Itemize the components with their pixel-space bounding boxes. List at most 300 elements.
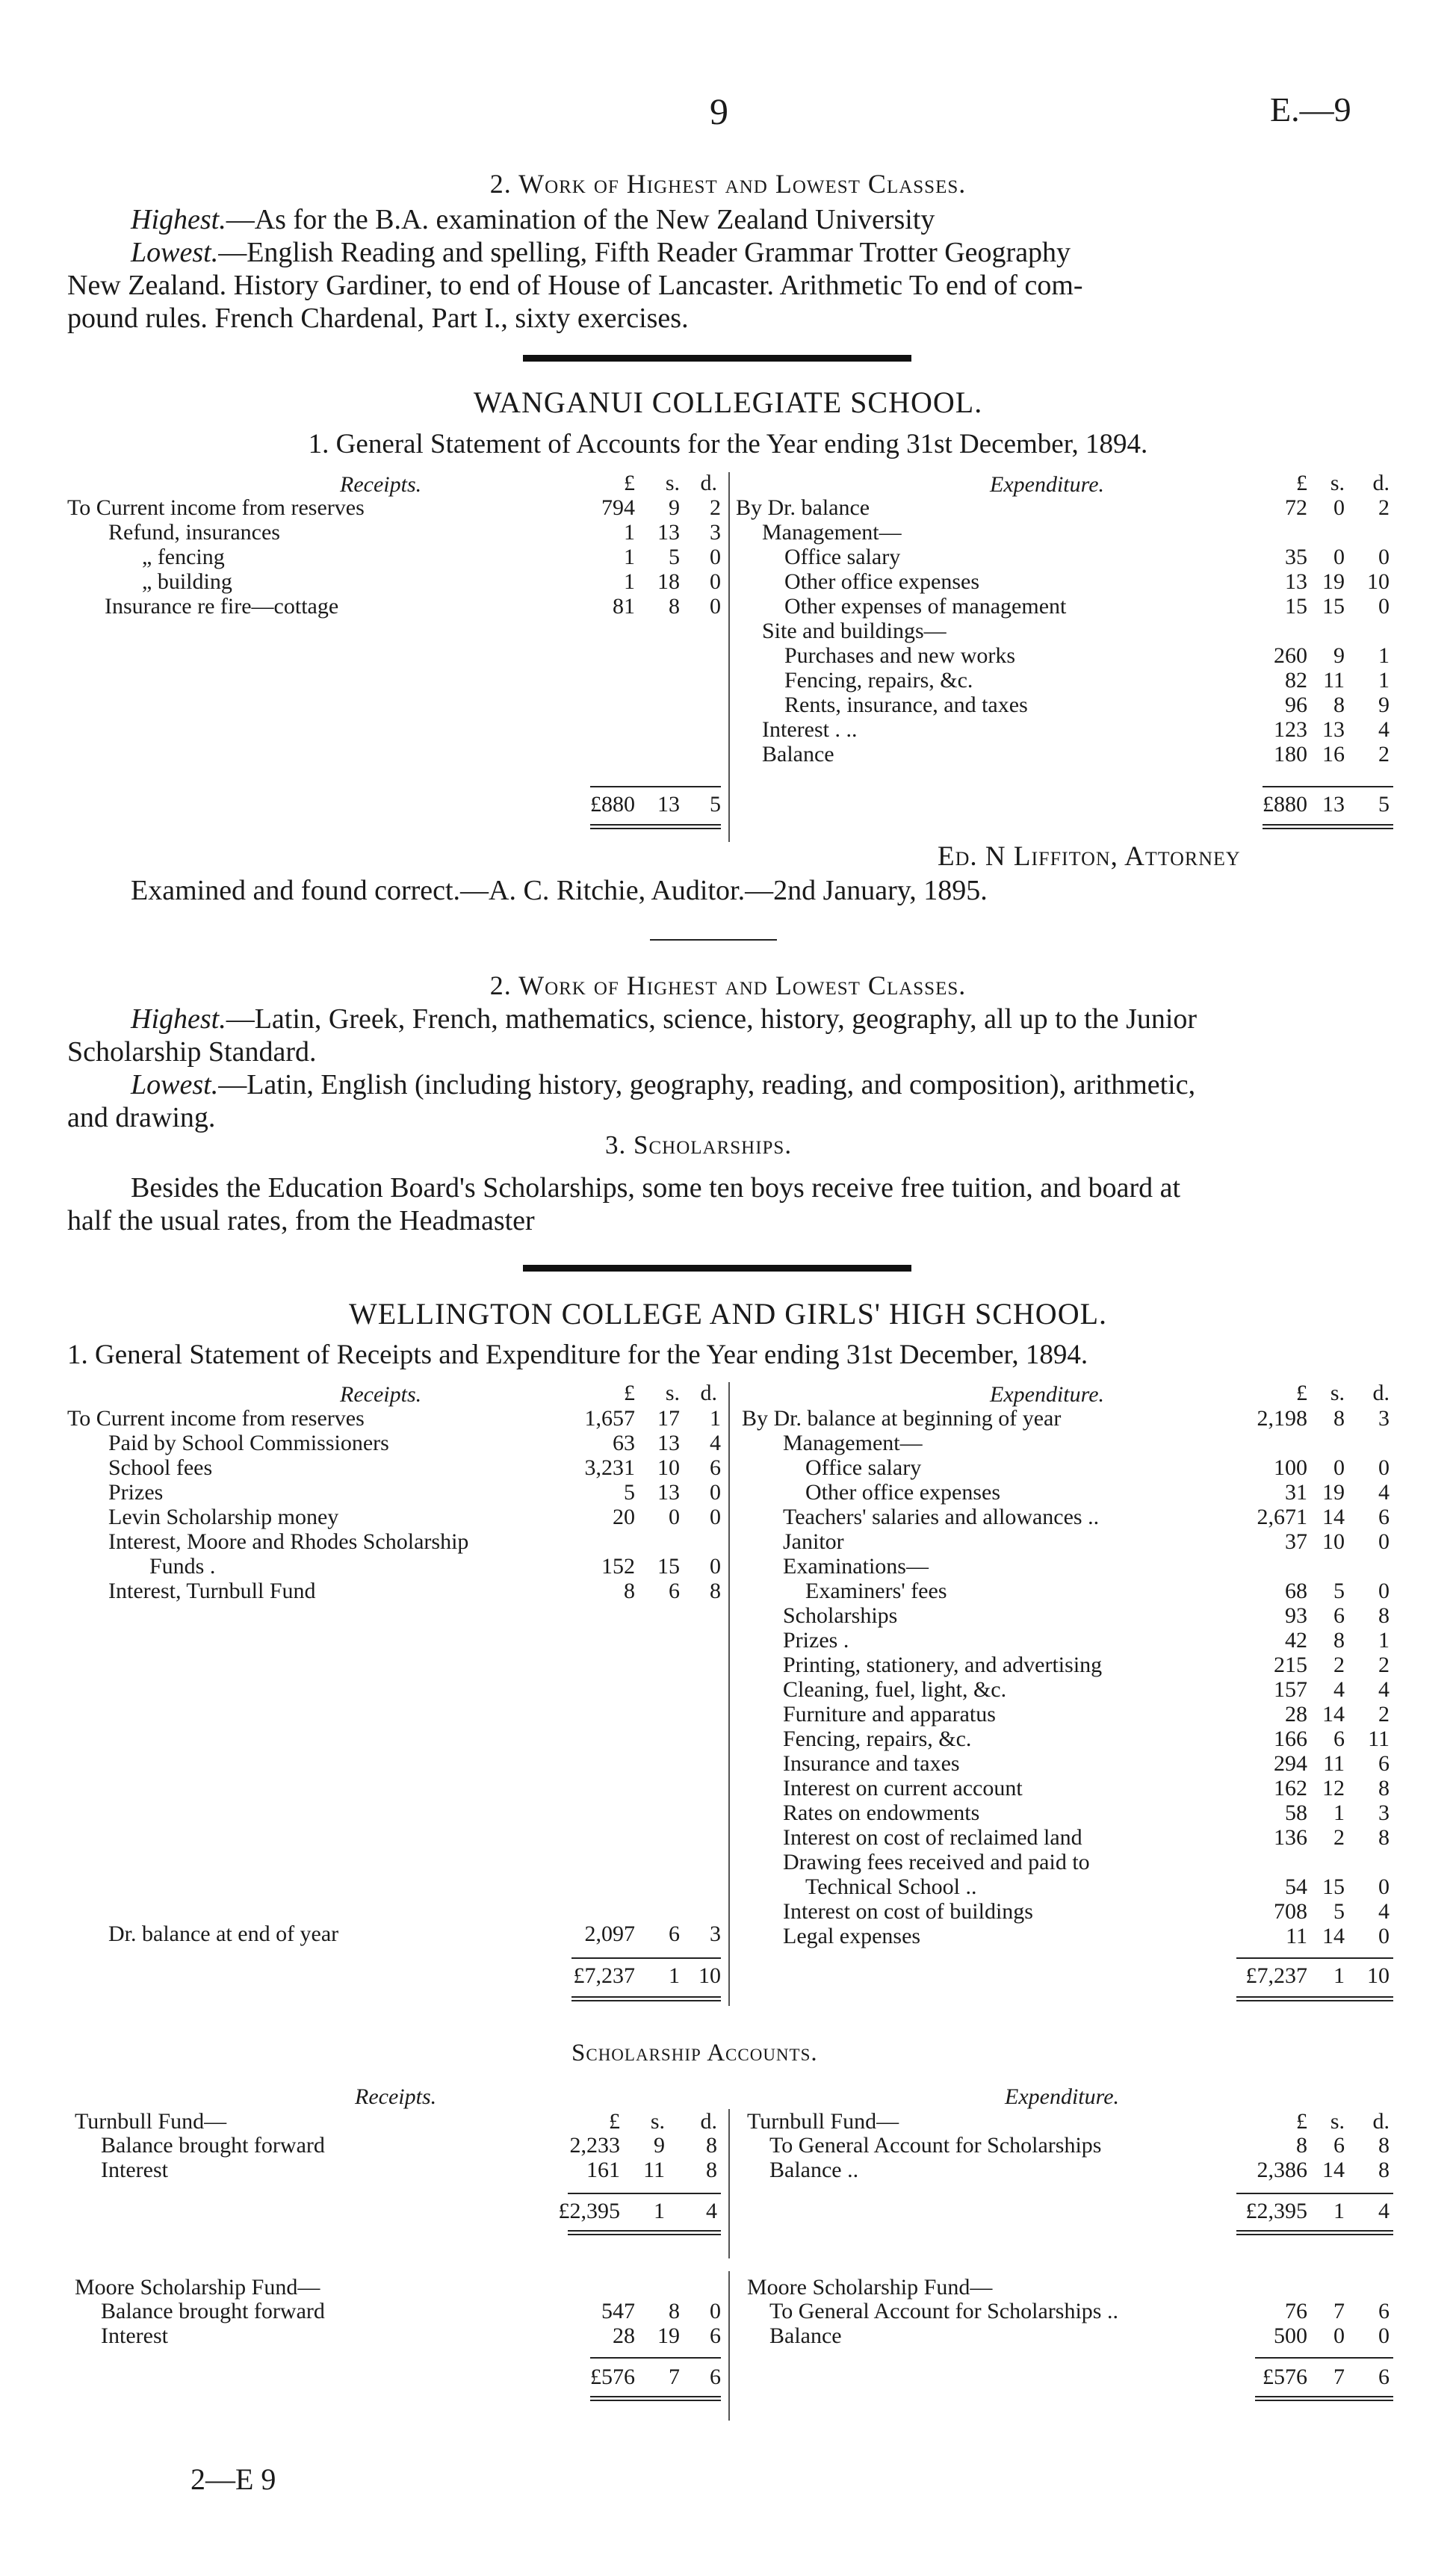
expenditure-row-pounds: 136 [1274,1825,1307,1850]
expenditure-row-pence: 2 [1378,495,1390,520]
highest-label: Highest. [131,1003,226,1035]
receipt-row-pounds: 8 [624,1579,635,1603]
receipt-row-label: Dr. balance at end of year [108,1922,339,1946]
expenditure-row-label: Insurance and taxes [783,1751,960,1776]
total-pence: 5 [1378,792,1390,817]
total-pounds: £7,237 [1245,1963,1307,1988]
expenditure-row-label: Prizes . [783,1628,849,1653]
expenditure-row-shillings: 0 [1333,545,1345,569]
expenditure-row-label: Legal expenses [783,1924,921,1948]
expenditure-row-shillings: 6 [1333,2133,1345,2158]
receipt-row-shillings: 17 [657,1406,680,1431]
moore-expenditure-title: Moore Scholarship Fund— [747,2275,993,2300]
highest-text-cont: Scholarship Standard. [67,1036,317,1068]
receipt-row-pence: 1 [710,1406,721,1431]
expenditure-row-shillings: 8 [1333,693,1345,717]
expenditure-row-shillings: 5 [1333,1899,1345,1924]
expenditure-row-shillings: 14 [1322,1505,1345,1529]
col-pence-header: d. [1372,2109,1390,2134]
expenditure-row-pounds: 76 [1285,2299,1307,2323]
expenditure-row-label: Interest on current account [783,1776,1023,1800]
expenditure-row-pounds: 157 [1274,1677,1307,1702]
expenditure-row-shillings: 4 [1333,1677,1345,1702]
receipt-row-pounds: 152 [601,1554,635,1579]
expenditure-row-label: Drawing fees received and paid to [783,1850,1090,1874]
expenditure-row-label: Other expenses of management [784,594,1067,619]
expenditure-row-shillings: 14 [1322,2158,1345,2182]
col-shillings-header: s. [1330,2109,1345,2134]
expenditure-row-pounds: 123 [1274,717,1307,742]
total-double-rule [1255,2396,1393,2401]
expenditure-row-pounds: 68 [1285,1579,1307,1603]
receipt-row-label: Balance brought forward [101,2133,325,2158]
total-pence: 6 [710,2365,721,2389]
receipt-row-pounds: 81 [613,594,635,619]
receipt-row-shillings: 15 [657,1554,680,1579]
col-pence-header: d. [700,471,717,495]
expenditure-row-label: To General Account for Scholarships .. [769,2299,1118,2323]
expenditure-row-pence: 8 [1378,1825,1390,1850]
expenditure-row-pence: 4 [1378,1480,1390,1505]
wanganui-title: WANGANUI COLLEGIATE SCHOOL. [473,385,983,419]
expenditure-row-shillings: 12 [1322,1776,1345,1800]
expenditure-row-pence: 0 [1378,1874,1390,1899]
column-divider [728,472,730,842]
total-pounds: £2,395 [558,2199,620,2223]
total-shillings: 7 [669,2365,680,2389]
expenditure-row-pounds: 42 [1285,1628,1307,1653]
total-shillings: 1 [669,1963,680,1988]
total-shillings: 1 [654,2199,665,2223]
receipt-row-label: To Current income from reserves [67,1406,365,1431]
receipt-row-pounds: 794 [601,495,635,520]
section-heading-work-classes-2: 2. Work of Highest and Lowest Classes. [489,970,967,1000]
expenditure-row-pence: 4 [1378,717,1390,742]
total-rule [1236,2193,1393,2194]
expenditure-row-pence: 6 [1378,1751,1390,1776]
page-number: 9 [710,90,728,132]
expenditure-row-label: Interest on cost of buildings [783,1899,1033,1924]
expenditure-row-shillings: 19 [1322,1480,1345,1505]
auditor-statement: Examined and found correct.—A. C. Ritchie, Auditor.—2nd January, 1895. [131,875,988,906]
highest-text: —Latin, Greek, French, mathematics, science, history, geography, all up to the Junior [226,1003,1198,1035]
total-double-rule [1236,1996,1393,2001]
expenditure-row-label: Purchases and new works [784,643,1016,668]
expenditure-row-pence: 8 [1378,2133,1390,2158]
receipt-row-pence: 0 [710,2299,721,2323]
expenditure-header: Expenditure. [990,472,1105,497]
receipt-row-pence: 0 [710,545,721,569]
expenditure-row-label: Fencing, repairs, &c. [784,668,973,693]
expenditure-row-pence: 0 [1378,1455,1390,1480]
receipt-row-label: Paid by School Commissioners [108,1431,389,1455]
total-rule [571,1957,721,1959]
expenditure-row-shillings: 14 [1322,1702,1345,1727]
column-divider [728,1382,730,2006]
receipt-row-pounds: 161 [586,2158,620,2182]
expenditure-row-pence: 1 [1378,1628,1390,1653]
document-reference: E.—9 [1270,90,1351,128]
receipt-row-pounds: 1,657 [584,1406,635,1431]
total-double-rule [1263,824,1393,829]
expenditure-row-label: Management— [783,1431,923,1455]
receipt-row-label: To Current income from reserves [67,495,365,520]
col-pounds-header: £ [1296,471,1307,495]
divider [650,939,777,941]
expenditure-row-shillings: 0 [1333,2323,1345,2348]
receipt-row-label: Insurance re fire—cottage [105,594,339,619]
work-classes-paragraph [67,203,1390,335]
col-pence-header: d. [1372,1381,1390,1405]
receipt-row-pence: 6 [710,1455,721,1480]
expenditure-row-shillings: 19 [1322,569,1345,594]
receipt-row-shillings: 5 [669,545,680,569]
expenditure-row-pounds: 8 [1296,2133,1307,2158]
expenditure-row-label: Examinations— [783,1554,929,1579]
turnbull-receipts-title: Turnbull Fund— [75,2109,227,2134]
total-double-rule [571,1996,721,2001]
signature-mark: 2—E 9 [190,2462,276,2496]
total-pence: 4 [1378,2199,1390,2223]
receipt-row-label: Funds . [149,1554,216,1579]
expenditure-row-pence: 2 [1378,1653,1390,1677]
expenditure-row-shillings: 14 [1322,1924,1345,1948]
expenditure-row-pence: 3 [1378,1800,1390,1825]
total-pounds: £880 [590,792,635,817]
expenditure-row-pence: 4 [1378,1677,1390,1702]
total-shillings: 13 [657,792,680,817]
expenditure-row-pounds: 58 [1285,1800,1307,1825]
receipt-row-pence: 0 [710,569,721,594]
col-shillings-header: s. [665,1381,680,1405]
expenditure-row-pounds: 35 [1285,545,1307,569]
expenditure-row-pounds: 2,386 [1257,2158,1307,2182]
expenditure-row-pounds: 708 [1274,1899,1307,1924]
receipt-row-pounds: 5 [624,1480,635,1505]
total-pence: 10 [698,1963,721,1988]
expenditure-row-label: Office salary [784,545,901,569]
receipt-row-label: Interest, Turnbull Fund [108,1579,316,1603]
expenditure-row-pounds: 2,198 [1257,1406,1307,1431]
expenditure-row-shillings: 15 [1322,1874,1345,1899]
expenditure-row-shillings: 7 [1333,2299,1345,2323]
highest-label: Highest. [131,204,226,235]
receipt-row-pence: 0 [710,1505,721,1529]
lowest-label: Lowest. [131,1069,219,1100]
receipt-row-pounds: 547 [601,2299,635,2323]
receipt-row-pounds: 28 [613,2323,635,2348]
total-double-rule [568,2230,721,2235]
expenditure-row-label: Other office expenses [805,1480,1001,1505]
col-shillings-header: s. [1330,1381,1345,1405]
divider [523,1265,911,1272]
expenditure-row-label: Cleaning, fuel, light, &c. [783,1677,1007,1702]
total-rule [1255,2357,1393,2359]
col-pounds-header: £ [609,2109,620,2134]
col-pence-header: d. [700,2109,717,2134]
receipt-row-pence: 6 [710,2323,721,2348]
expenditure-row-pounds: 260 [1274,643,1307,668]
column-divider [728,2271,730,2421]
expenditure-row-pounds: 13 [1285,569,1307,594]
receipt-row-shillings: 9 [654,2133,665,2158]
receipt-row-label: Balance brought forward [101,2299,325,2323]
expenditure-row-label: Management— [762,520,902,545]
col-shillings-header: s. [1330,471,1345,495]
lowest-text: —English Reading and spelling, Fifth Reader Grammar Trotter Geography [218,237,1071,268]
expenditure-row-shillings: 2 [1333,1825,1345,1850]
expenditure-row-pence: 0 [1378,594,1390,619]
expenditure-row-pounds: 37 [1285,1529,1307,1554]
expenditure-row-shillings: 11 [1323,668,1345,693]
receipt-row-shillings: 6 [669,1579,680,1603]
total-pounds: £576 [590,2365,635,2389]
expenditure-row-pounds: 31 [1285,1480,1307,1505]
total-rule [590,2357,721,2359]
expenditure-row-pence: 6 [1378,2299,1390,2323]
expenditure-row-pounds: 500 [1274,2323,1307,2348]
expenditure-row-pounds: 180 [1274,742,1307,767]
attorney-signature: Ed. N Liffiton, Attorney [938,841,1241,872]
total-pounds: £2,395 [1245,2199,1307,2223]
expenditure-row-pounds: 2,671 [1257,1505,1307,1529]
total-rule [1263,786,1393,787]
expenditure-row-pence: 1 [1378,668,1390,693]
highest-text: —As for the B.A. examination of the New Zealand University [226,204,935,235]
wellington-subtitle: 1. General Statement of Receipts and Expenditure for the Year ending 31st December, 1894. [67,1340,1088,1370]
expenditure-row-shillings: 1 [1333,1800,1345,1825]
expenditure-row-shillings: 16 [1322,742,1345,767]
expenditure-row-shillings: 15 [1322,594,1345,619]
receipt-row-pounds: 2,097 [584,1922,635,1946]
col-pence-header: d. [700,1381,717,1405]
expenditure-row-pence: 0 [1378,545,1390,569]
expenditure-row-shillings: 10 [1322,1529,1345,1554]
expenditure-row-pence: 3 [1378,1406,1390,1431]
receipt-row-pence: 2 [710,495,721,520]
expenditure-row-label: Janitor [783,1529,844,1554]
receipts-header: Receipts. [355,2084,437,2109]
col-pounds-header: £ [624,471,635,495]
expenditure-row-shillings: 0 [1333,495,1345,520]
expenditure-row-label: Interest . .. [762,717,858,742]
receipts-header: Receipts. [340,472,422,497]
expenditure-row-pounds: 96 [1285,693,1307,717]
total-rule [590,786,721,787]
moore-receipts-title: Moore Scholarship Fund— [75,2275,320,2300]
receipt-row-pence: 8 [706,2133,717,2158]
expenditure-row-pounds: 93 [1285,1603,1307,1628]
lowest-label: Lowest. [131,237,219,268]
total-shillings: 1 [1333,1963,1345,1988]
total-pence: 4 [706,2199,717,2223]
expenditure-row-label: By Dr. balance [736,495,870,520]
receipt-row-pounds: 63 [613,1431,635,1455]
expenditure-row-pence: 10 [1367,569,1390,594]
total-double-rule [590,824,721,829]
receipt-row-pounds: 2,233 [569,2133,620,2158]
receipt-row-label: „ fencing [142,545,225,569]
expenditure-row-pounds: 294 [1274,1751,1307,1776]
expenditure-row-shillings: 0 [1333,1455,1345,1480]
receipt-row-shillings: 8 [669,2299,680,2323]
expenditure-row-label: Technical School .. [805,1874,977,1899]
col-pounds-header: £ [1296,1381,1307,1405]
expenditure-row-label: Teachers' salaries and allowances .. [783,1505,1100,1529]
expenditure-row-pence: 0 [1378,2323,1390,2348]
scholarships-heading: 3. Scholarships. [605,1130,793,1159]
expenditure-row-label: Interest on cost of reclaimed land [783,1825,1082,1850]
work-classes-paragraph-2 [67,1003,1390,1134]
total-pounds: £880 [1263,792,1307,817]
expenditure-row-pounds: 162 [1274,1776,1307,1800]
receipt-row-label: School fees [108,1455,213,1480]
col-pounds-header: £ [624,1381,635,1405]
expenditure-row-pence: 11 [1368,1727,1390,1751]
expenditure-row-pence: 6 [1378,1505,1390,1529]
expenditure-row-pounds: 100 [1274,1455,1307,1480]
scholarships-paragraph [67,1171,1390,1237]
expenditure-row-pounds: 11 [1286,1924,1307,1948]
expenditure-row-pence: 0 [1378,1924,1390,1948]
expenditure-row-shillings: 8 [1333,1406,1345,1431]
expenditure-row-label: Scholarships [783,1603,898,1628]
divider [523,355,911,362]
receipt-row-shillings: 9 [669,495,680,520]
expenditure-row-label: Examiners' fees [805,1579,947,1603]
receipt-row-shillings: 18 [657,569,680,594]
expenditure-row-pence: 9 [1378,693,1390,717]
expenditure-row-label: Balance [762,742,834,767]
expenditure-row-pence: 2 [1378,742,1390,767]
receipts-header: Receipts. [340,1382,422,1407]
receipt-row-label: Interest [101,2158,168,2182]
receipt-row-pence: 8 [710,1579,721,1603]
expenditure-row-pence: 2 [1378,1702,1390,1727]
expenditure-row-shillings: 13 [1322,717,1345,742]
receipt-row-label: Levin Scholarship money [108,1505,339,1529]
receipt-row-pence: 0 [710,1554,721,1579]
expenditure-row-label: Balance .. [769,2158,859,2182]
expenditure-row-label: Site and buildings— [762,619,947,643]
lowest-text: —Latin, English (including history, geography, reading, and composition), arithmetic, [218,1069,1196,1100]
expenditure-row-shillings: 2 [1333,1653,1345,1677]
expenditure-row-pence: 8 [1378,1603,1390,1628]
expenditure-row-label: Rates on endowments [783,1800,980,1825]
expenditure-row-pounds: 166 [1274,1727,1307,1751]
receipt-row-shillings: 13 [657,1431,680,1455]
col-pence-header: d. [1372,471,1390,495]
total-pence: 10 [1367,1963,1390,1988]
column-divider [728,2109,730,2258]
receipt-row-label: Prizes [108,1480,164,1505]
expenditure-row-shillings: 9 [1333,643,1345,668]
receipt-row-label: Interest [101,2323,168,2348]
expenditure-row-pence: 0 [1378,1529,1390,1554]
expenditure-row-shillings: 11 [1323,1751,1345,1776]
total-rule [568,2193,721,2194]
expenditure-header: Expenditure. [990,1382,1105,1407]
expenditure-row-label: Fencing, repairs, &c. [783,1727,972,1751]
receipt-row-pence: 0 [710,1480,721,1505]
expenditure-header: Expenditure. [1005,2084,1120,2109]
receipt-row-label: „ building [142,569,232,594]
total-shillings: 7 [1333,2365,1345,2389]
expenditure-row-pounds: 72 [1285,495,1307,520]
receipt-row-shillings: 6 [669,1922,680,1946]
scholarship-accounts-heading: Scholarship Accounts. [571,2040,818,2066]
receipt-row-shillings: 0 [669,1505,680,1529]
total-shillings: 1 [1333,2199,1345,2223]
expenditure-row-label: Furniture and apparatus [783,1702,996,1727]
expenditure-row-label: By Dr. balance at beginning of year [742,1406,1062,1431]
receipt-row-pounds: 1 [624,569,635,594]
expenditure-row-pounds: 82 [1285,668,1307,693]
turnbull-expenditure-title: Turnbull Fund— [747,2109,899,2134]
expenditure-row-pence: 8 [1378,2158,1390,2182]
expenditure-row-pounds: 54 [1285,1874,1307,1899]
expenditure-row-shillings: 6 [1333,1727,1345,1751]
receipt-row-pounds: 1 [624,520,635,545]
expenditure-row-shillings: 6 [1333,1603,1345,1628]
expenditure-row-pence: 0 [1378,1579,1390,1603]
expenditure-row-pence: 8 [1378,1776,1390,1800]
total-rule [1236,1957,1393,1959]
col-shillings-header: s. [665,471,680,495]
expenditure-row-label: Office salary [805,1455,922,1480]
receipt-row-pence: 4 [710,1431,721,1455]
expenditure-row-label: Other office expenses [784,569,980,594]
receipt-row-shillings: 13 [657,520,680,545]
receipt-row-shillings: 10 [657,1455,680,1480]
expenditure-row-pounds: 215 [1274,1653,1307,1677]
receipt-row-shillings: 19 [657,2323,680,2348]
receipt-row-shillings: 11 [643,2158,665,2182]
expenditure-row-pence: 1 [1378,643,1390,668]
wellington-title: WELLINGTON COLLEGE AND GIRLS' HIGH SCHOOL. [348,1297,1108,1331]
total-pence: 5 [710,792,721,817]
receipt-row-pence: 3 [710,1922,721,1946]
lowest-text-cont: and drawing. [67,1102,216,1133]
total-pence: 6 [1378,2365,1390,2389]
receipt-row-pence: 8 [706,2158,717,2182]
expenditure-row-label: To General Account for Scholarships [769,2133,1102,2158]
receipt-row-pounds: 3,231 [584,1455,635,1480]
expenditure-row-label: Printing, stationery, and advertising [783,1653,1103,1677]
expenditure-row-pounds: 15 [1285,594,1307,619]
expenditure-row-shillings: 5 [1333,1579,1345,1603]
receipt-row-pounds: 1 [624,545,635,569]
scholarships-text: Besides the Education Board's Scholarships, some ten boys receive free tuition, and board at [131,1172,1181,1204]
col-shillings-header: s. [650,2109,665,2134]
receipt-row-pence: 0 [710,594,721,619]
receipt-row-label: Interest, Moore and Rhodes Scholarship [108,1529,469,1554]
lowest-text-cont: New Zealand. History Gardiner, to end of House of Lancaster. Arithmetic To end of com- [67,270,1083,301]
receipt-row-shillings: 8 [669,594,680,619]
receipt-row-shillings: 13 [657,1480,680,1505]
total-pounds: £576 [1263,2365,1307,2389]
lowest-text-cont: pound rules. French Chardenal, Part I., sixty exercises. [67,303,689,334]
expenditure-row-pounds: 28 [1285,1702,1307,1727]
scholarships-text-cont: half the usual rates, from the Headmaster [67,1205,535,1236]
expenditure-row-label: Balance [769,2323,842,2348]
total-shillings: 13 [1322,792,1345,817]
col-pounds-header: £ [1296,2109,1307,2134]
wanganui-subtitle: 1. General Statement of Accounts for the Year ending 31st December, 1894. [308,429,1148,459]
section-heading-work-classes: 2. Work of Highest and Lowest Classes. [489,169,967,199]
expenditure-row-shillings: 8 [1333,1628,1345,1653]
total-double-rule [1236,2230,1393,2235]
